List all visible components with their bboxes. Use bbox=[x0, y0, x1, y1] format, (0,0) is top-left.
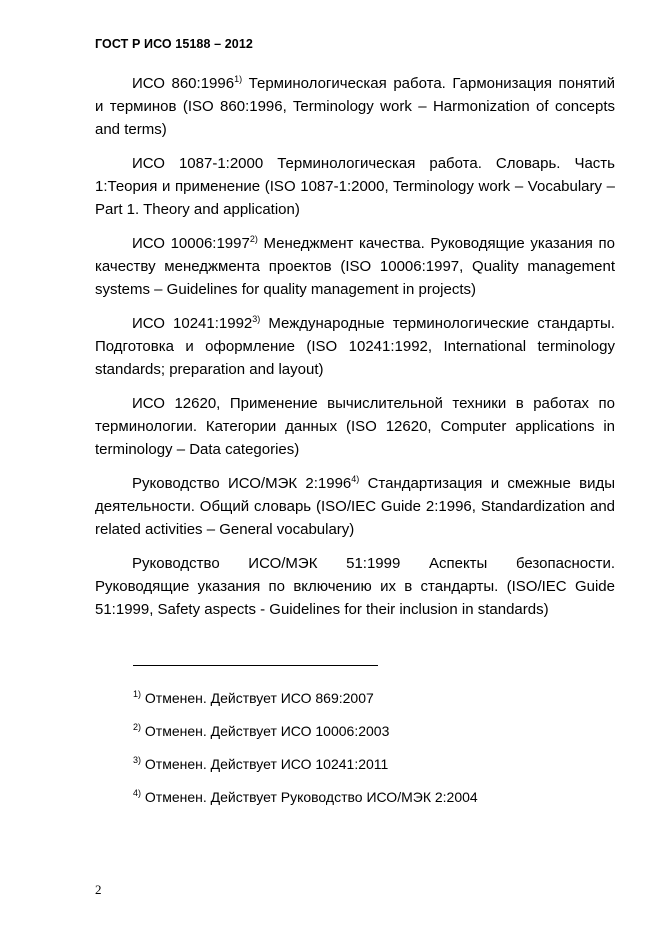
footnote-mark: 3) bbox=[252, 314, 261, 324]
reference-code: ИСО 1087-1:2000 bbox=[132, 155, 264, 172]
reference-text: Применение вычислительной техники в работах по терминологии. Категории данных (ISO 12620, Computer applications in terminology – Data categories) bbox=[95, 395, 616, 458]
footnote-text: Отменен. Действует Руководство ИСО/МЭК 2:2004 bbox=[144, 789, 478, 805]
footnote-text: Отменен. Действует ИСО 10006:2003 bbox=[144, 723, 390, 739]
page-number: 2 bbox=[95, 882, 102, 897]
footnote-separator bbox=[133, 665, 378, 666]
reference-code: ИСО 10241:1992 bbox=[132, 315, 253, 332]
reference-entry bbox=[95, 312, 615, 381]
reference-text: Терминологическая работа. Словарь. Часть 1:Теория и применение (ISO 1087-1:2000, Terminology work – Vocabulary – Part 1. Theory and application) bbox=[95, 155, 615, 218]
reference-entry bbox=[95, 472, 615, 541]
reference-entry bbox=[95, 72, 615, 141]
reference-entry bbox=[95, 552, 615, 621]
reference-code: Руководство ИСО/МЭК 51:1999 bbox=[132, 555, 401, 572]
footnote-mark: 4) bbox=[133, 788, 142, 798]
reference-code: Руководство ИСО/МЭК 2:1996 bbox=[132, 475, 352, 492]
reference-text: Международные терминологические стандарты. Подготовка и оформление (ISO 10241:1992, International terminology standards; preparation and layout) bbox=[95, 315, 615, 378]
reference-code: ИСО 860:1996 bbox=[132, 75, 235, 92]
footnote-text: Отменен. Действует ИСО 10241:2011 bbox=[144, 756, 389, 772]
footnote-mark: 2) bbox=[133, 722, 142, 732]
reference-text: Аспекты безопасности. Руководящие указания по включению их в стандарты. (ISO/IEC Guide 51:1999, Safety aspects - Guidelines for their inclusion in standards) bbox=[95, 555, 615, 618]
footnote-mark: 2) bbox=[249, 234, 258, 244]
reference-text: Терминологическая работа. Гармонизация понятий и терминов (ISO 860:1996, Terminology work – Harmonization of concepts and terms) bbox=[95, 75, 616, 138]
reference-text: Стандартизация и смежные виды деятельности. Общий словарь (ISO/IEC Guide 2:1996, Standardization and related activities – General vocabulary) bbox=[95, 475, 615, 538]
footnote bbox=[133, 788, 603, 807]
references-list bbox=[95, 72, 615, 632]
reference-entry bbox=[95, 392, 615, 461]
reference-code: ИСО 12620, bbox=[132, 395, 221, 412]
document-header: ГОСТ Р ИСО 15188 – 2012 bbox=[95, 37, 253, 51]
footnote-mark: 4) bbox=[351, 474, 360, 484]
footnote-text: Отменен. Действует ИСО 869:2007 bbox=[144, 690, 374, 706]
reference-entry bbox=[95, 232, 615, 301]
footnote-mark: 1) bbox=[234, 74, 243, 84]
footnote bbox=[133, 755, 603, 774]
footnote-mark: 1) bbox=[133, 689, 142, 699]
reference-entry bbox=[95, 152, 615, 221]
footnote bbox=[133, 722, 603, 741]
reference-text: Менеджмент качества. Руководящие указания по качеству менеджмента проектов (ISO 10006:1997, Quality management systems – Guidelines for quality management in projects) bbox=[95, 235, 615, 298]
footnote-mark: 3) bbox=[133, 755, 142, 765]
footnotes-list bbox=[133, 689, 603, 821]
footnote bbox=[133, 689, 603, 708]
reference-code: ИСО 10006:1997 bbox=[132, 235, 250, 252]
